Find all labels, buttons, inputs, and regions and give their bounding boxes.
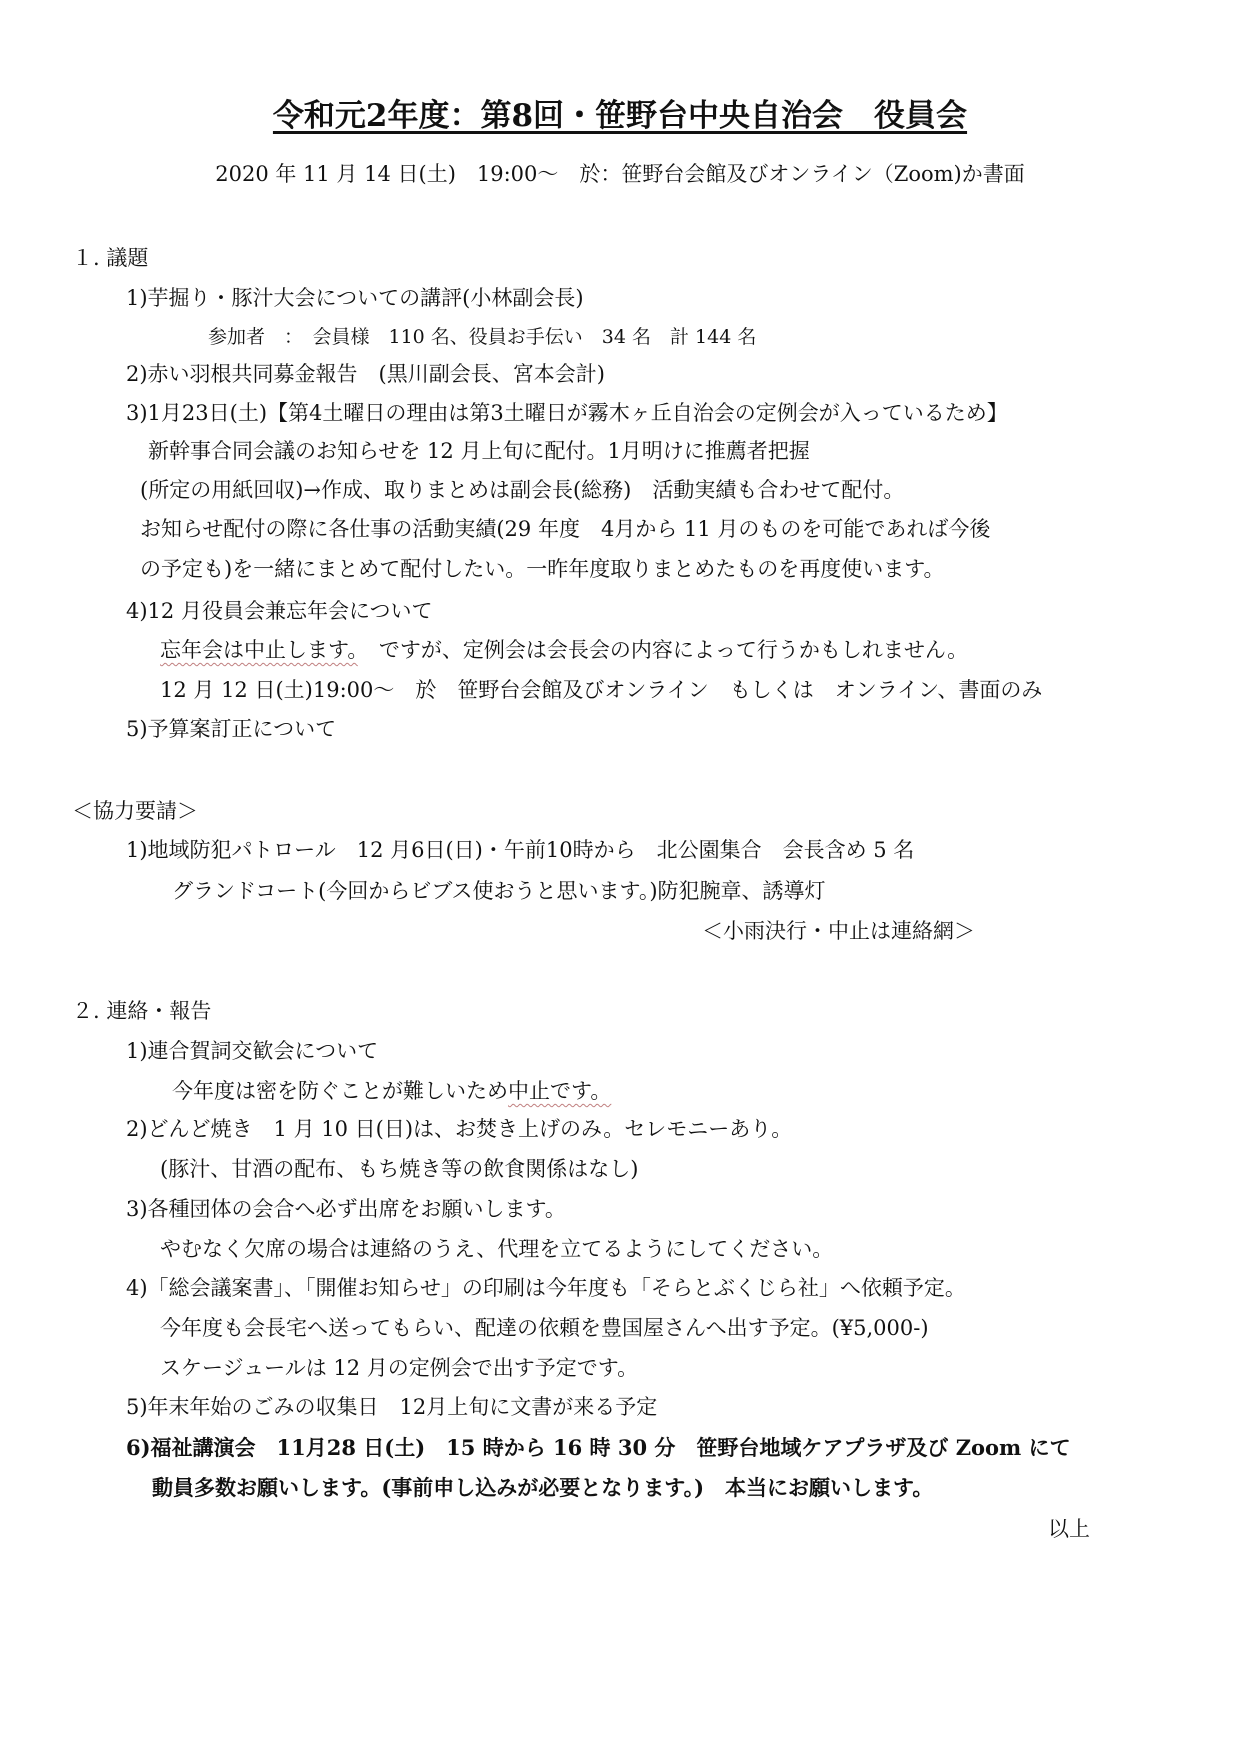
reports-item-4-line-2: 今年度も会長宅へ送ってもらい、配達の依頼を豊国屋さんへ出す予定。(¥5,000-) xyxy=(160,1316,929,1340)
reports-item-1-reason: 今年度は密を防ぐことが難しいため xyxy=(172,1079,508,1103)
reports-item-4: 4)「総会議案書」、「開催お知らせ」の印刷は今年度も「そらとぶくじら社」へ依頼予定。 xyxy=(126,1276,966,1300)
reports-item-6: 6)福祉講演会 11月28 日(土) 15 時から 16 時 30 分 笹野台地域ケアプラザ及び Zoom にて xyxy=(126,1435,1071,1460)
reports-heading: ２. 連絡・報告 xyxy=(72,999,212,1023)
agenda-item-3-line-2: 新幹事合同会議のお知らせを 12 月上旬に配付。1月明けに推薦者把握 xyxy=(148,439,810,463)
agenda-item-5: 5)予算案訂正について xyxy=(126,717,337,741)
cooperation-heading: ＜協力要請＞ xyxy=(72,799,198,823)
agenda-item-1: 1)芋掘り・豚汁大会についての講評(小林副会長) xyxy=(126,286,584,310)
bonenkai-cancel-notice: 忘年会は中止します。 xyxy=(160,638,358,662)
agenda-item-2: 2)赤い羽根共同募金報告 (黒川副会長、宮本会計) xyxy=(126,362,605,386)
cooperation-item-1-note: ＜小雨決行・中止は連絡網＞ xyxy=(702,919,975,943)
page-title: 令和元2年度：第8回・笹野台中央自治会 役員会 xyxy=(272,98,968,134)
agenda-item-4-line-3: 12 月 12 日(土)19:00～ 於 笹野台会館及びオンライン もしくは オンライン、書面のみ xyxy=(160,678,1043,702)
meeting-datetime-venue: 2020 年 11 月 14 日(土) 19:00～ 於：笹野台会館及びオンライン（Zoom)か書面 xyxy=(215,162,1025,186)
kashikoukankai-cancel-notice: 中止です。 xyxy=(508,1079,612,1103)
agenda-item-3-line-5: の予定も)を一緒にまとめて配付したい。一昨年度取りまとめたものを再度使います。 xyxy=(140,557,945,581)
agenda-item-3-line-4: お知らせ配付の際に各仕事の活動実績(29 年度 4月から 11 月のものを可能であれば今後 xyxy=(140,517,991,541)
agenda-heading: １. 議題 xyxy=(72,246,149,270)
reports-item-3: 3)各種団体の会合へ必ず出席をお願いします。 xyxy=(126,1197,566,1221)
reports-item-4-line-3: スケージュールは 12 月の定例会で出す予定です。 xyxy=(160,1356,639,1380)
cooperation-item-1-line-2: グランドコート(今回からビブス使おうと思います。)防犯腕章、誘導灯 xyxy=(172,879,826,903)
reports-item-6-line-2: 動員多数お願いします。(事前申し込みが必要となります。) 本当にお願いします。 xyxy=(152,1475,934,1500)
reports-item-3-line-2: やむなく欠席の場合は連絡のうえ、代理を立てるようにしてください。 xyxy=(160,1237,834,1261)
regular-meeting-note: ですが、定例会は会長会の内容によって行うかもしれません。 xyxy=(357,638,969,662)
agenda-item-3: 3)1月23日(土)【第4土曜日の理由は第3土曜日が霧木ヶ丘自治会の定例会が入っているため】 xyxy=(126,401,1008,425)
reports-item-2: 2)どんど焼き 1 月 10 日(日)は、お焚き上げのみ。セレモニーあり。 xyxy=(126,1117,793,1141)
agenda-item-1-detail: 参加者 ： 会員様 110 名、役員お手伝い 34 名 計 144 名 xyxy=(208,326,757,348)
agenda-item-4: 4)12 月役員会兼忘年会について xyxy=(126,599,433,623)
closing-mark: 以上 xyxy=(1048,1517,1090,1541)
agenda-item-4-line-2 xyxy=(160,636,968,664)
reports-item-1-line-2 xyxy=(172,1077,611,1105)
reports-item-5: 5)年末年始のごみの収集日 12月上旬に文書が来る予定 xyxy=(126,1395,658,1419)
reports-item-2-line-2: (豚汁、甘酒の配布、もち焼き等の飲食関係はなし) xyxy=(160,1157,639,1181)
agenda-item-3-line-3: (所定の用紙回収)→作成、取りまとめは副会長(総務) 活動実績も合わせて配付。 xyxy=(140,478,905,502)
reports-item-1: 1)連合賀詞交歓会について xyxy=(126,1039,379,1063)
cooperation-item-1: 1)地域防犯パトロール 12 月6日(日)・午前10時から 北公園集合 会長含め 5 名 xyxy=(126,838,915,862)
